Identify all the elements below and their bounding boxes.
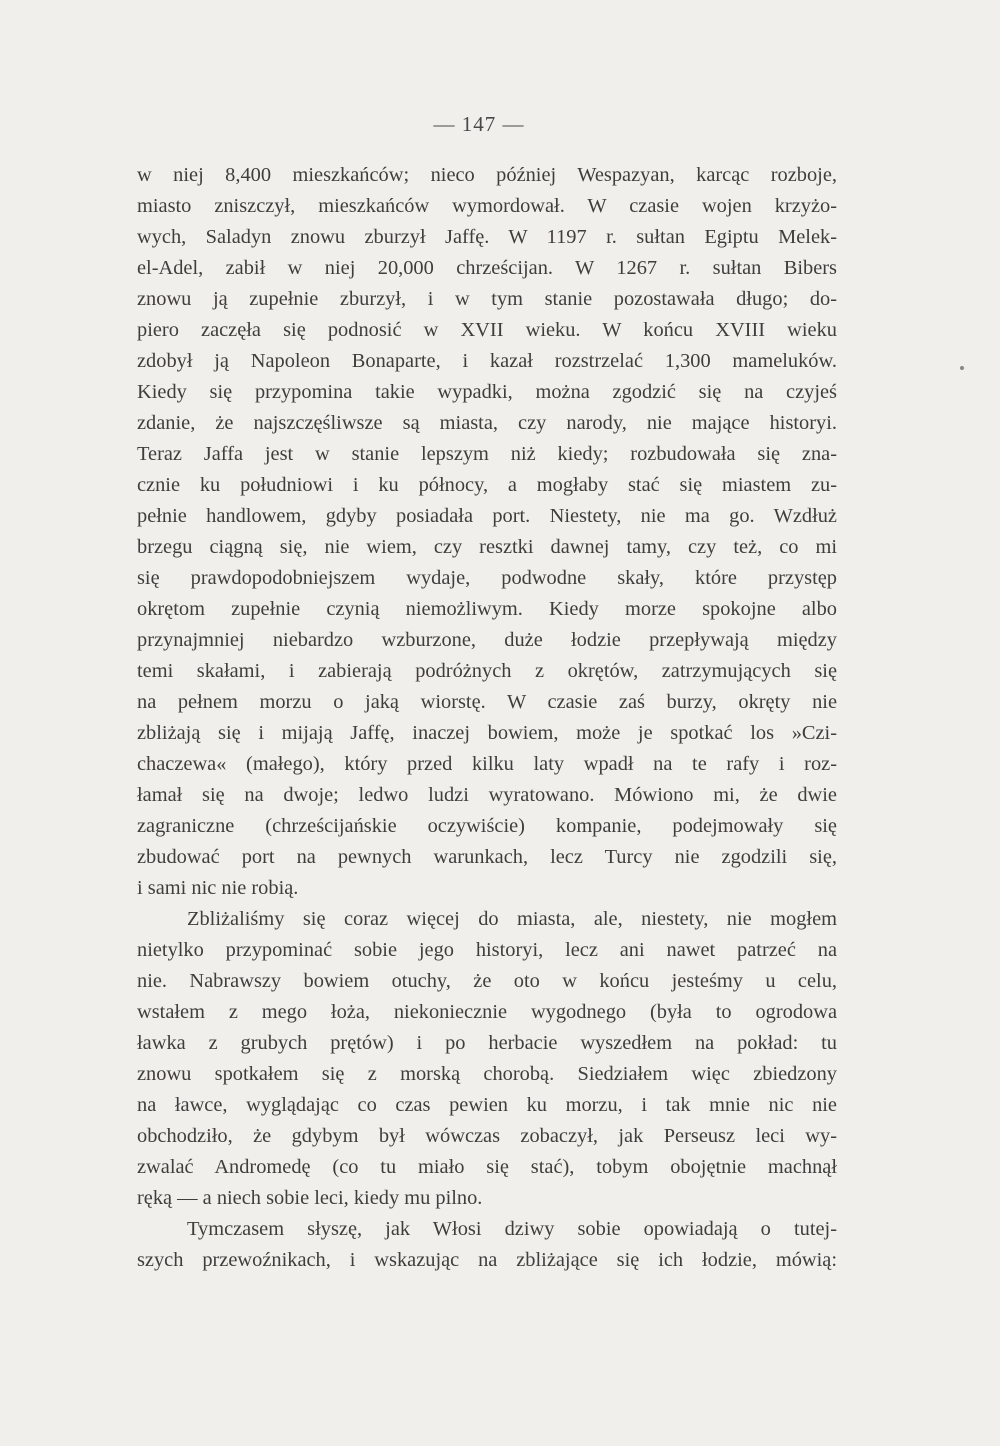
text-line: chaczewa« (małego), który przed kilku laty wpadł na te rafy i roz- (137, 753, 837, 775)
text-line: miasto zniszczył, mieszkańców wymordował. W czasie wojen krzyżo- (137, 195, 837, 217)
text-line: okrętom zupełnie czynią niemożliwym. Kiedy morze spokojne albo (137, 598, 837, 620)
text-line: na ławce, wyglądając co czas pewien ku morzu, i tak mnie nic nie (137, 1094, 837, 1116)
text-line: znowu ją zupełnie zburzył, i w tym stanie pozostawała długo; do- (137, 288, 837, 310)
text-line: pełnie handlowem, gdyby posiadała port. Niestety, nie ma go. Wzdłuż (137, 505, 837, 527)
text-line: w niej 8,400 mieszkańców; nieco później Wespazyan, karcąc rozboje, (137, 164, 837, 186)
text-line: Teraz Jaffa jest w stanie lepszym niż kiedy; rozbudowała się zna- (137, 443, 837, 465)
text-line: cznie ku południowi i ku północy, a mogłaby stać się miastem zu- (137, 474, 837, 496)
paragraph-start-line: Tymczasem słyszę, jak Włosi dziwy sobie opowiadają o tutej- (187, 1218, 837, 1240)
text-line: się prawdopodobniejszem wydaje, podwodne skały, które przystęp (137, 567, 837, 589)
text-line: piero zaczęła się podnosić w XVII wieku. W końcu XVIII wieku (137, 319, 837, 341)
text-line: zbudować port na pewnych warunkach, lecz Turcy nie zgodzili się, (137, 846, 837, 868)
text-line: nietylko przypominać sobie jego historyi, lecz ani nawet patrzeć na (137, 939, 837, 961)
text-line: łamał się na dwoje; ledwo ludzi wyratowano. Mówiono mi, że dwie (137, 784, 837, 806)
text-line: Kiedy się przypomina takie wypadki, można zgodzić się na czyjeś (137, 381, 837, 403)
text-line: zwalać Andromedę (co tu miało się stać), tobym obojętnie machnął (137, 1156, 837, 1178)
text-line: zagraniczne (chrześcijańskie oczywiście) kompanie, podejmowały się (137, 815, 837, 837)
text-line: zbliżają się i mijają Jaffę, inaczej bowiem, może je spotkać los »Czi- (137, 722, 837, 744)
page-number: — 147 — (433, 112, 525, 136)
text-line: wych, Saladyn znowu zburzył Jaffę. W 1197 r. sułtan Egiptu Melek- (137, 226, 837, 248)
text-line: ławka z grubych prętów) i po herbacie wyszedłem na pokład: tu (137, 1032, 837, 1054)
paragraph-start-line: Zbliżaliśmy się coraz więcej do miasta, ale, niestety, nie mogłem (187, 908, 837, 930)
text-line: przynajmniej niebardzo wzburzone, duże łodzie przepływają między (137, 629, 837, 651)
body-text (137, 160, 837, 1276)
text-line: el-Adel, zabił w niej 20,000 chrześcijan. W 1267 r. sułtan Bibers (137, 257, 837, 279)
text-line: temi skałami, i zabierają podróżnych z okrętów, zatrzymujących się (137, 660, 837, 682)
text-line: zdanie, że najszczęśliwsze są miasta, czy narody, nie mające historyi. (137, 412, 837, 434)
text-line: na pełnem morzu o jaką wiorstę. W czasie zaś burzy, okręty nie (137, 691, 837, 713)
text-line: brzegu ciągną się, nie wiem, czy resztki dawnej tamy, czy też, co mi (137, 536, 837, 558)
paragraph-end-line: i sami nic nie robią. (137, 877, 299, 899)
text-line: obchodziło, że gdybym był wówczas zobaczył, jak Perseusz leci wy- (137, 1125, 837, 1147)
text-line: nie. Nabrawszy bowiem otuchy, że oto w końcu jesteśmy u celu, (137, 970, 837, 992)
paper-speck (960, 366, 964, 370)
text-line: szych przewoźnikach, i wskazując na zbliżające się ich łodzie, mówią: (137, 1249, 837, 1271)
text-line: wstałem z mego łoża, niekoniecznie wygodnego (była to ogrodowa (137, 1001, 837, 1023)
paragraph-end-line: ręką — a niech sobie leci, kiedy mu pilno. (137, 1187, 483, 1209)
text-line: zdobył ją Napoleon Bonaparte, i kazał rozstrzelać 1,300 mameluków. (137, 350, 837, 372)
text-line: znowu spotkałem się z morską chorobą. Siedziałem więc zbiedzony (137, 1063, 837, 1085)
